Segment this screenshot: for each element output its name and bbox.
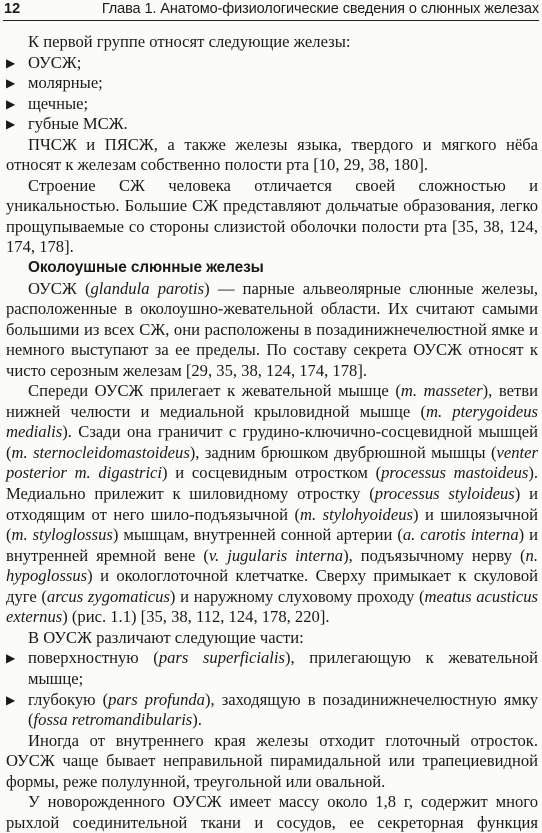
body-paragraph: ПЧСЖ и ПЯСЖ, а также железы языка, твердого и мягкого нёба относят к железам собственно полости рта [10, 29, 38, 180].	[6, 134, 538, 175]
body-paragraph: У новорожденного ОУСЖ имеет массу около 1,8 г, содержит много рыхлой соединительной ткани и сосудов, ее секреторная функция	[6, 792, 538, 832]
bullet-marker-icon: ▶	[6, 692, 16, 707]
latin-term: a. carotis interna	[402, 525, 519, 545]
latin-term: m. styloglossus	[11, 525, 113, 545]
intro-paragraph: К первой группе относят следующие железы:	[28, 32, 351, 51]
body-paragraph: В ОУСЖ различают следующие части:	[28, 627, 304, 647]
page-body	[6, 32, 538, 833]
bullet-marker-icon: ▶	[6, 651, 16, 666]
latin-term: m. stylohyoideus	[300, 504, 413, 524]
chapter-title: Глава 1. Анатомо-физиологические сведения о слюнных железах	[101, 1, 539, 17]
latin-term: processus styloideus	[374, 484, 515, 504]
list-item: ▶ молярные;	[6, 73, 103, 93]
list-item: ▶ поверхностную (pars superficialis), прилегающую к жевательной мышце;	[6, 648, 538, 688]
list-item: ▶ губные МСЖ.	[6, 114, 128, 134]
latin-term: pars superficialis	[158, 648, 285, 668]
latin-term: glandula parotis	[90, 278, 205, 298]
section-heading: Околоушные слюнные железы	[28, 259, 264, 277]
latin-term: v. jugularis interna	[208, 545, 344, 565]
bullet-marker-icon: ▶	[6, 117, 16, 132]
latin-term: arcus zygomaticus	[46, 586, 170, 606]
body-paragraph: Иногда от внутреннего края железы отходит глоточный отросток. ОУСЖ чаще бывает неправильной пирамидальной или трапециевидной формы, реже полулунной, треугольной или овальной.	[6, 730, 538, 791]
latin-term: meatus acusticus externus	[6, 586, 539, 627]
body-paragraph: Спереди ОУСЖ прилегает к жевательной мышце (m. masseter), ветви нижней челюсти и медиальной крыловидной мышце (m. pterygoideus medialis). Сзади она граничит с грудино-ключично-сосцевидной мышцей (m. sternocleidomastoideus), задним брюшком двубрюшной мышцы (venter posterior m. digastrici) и сосцевидным отростком (processus mastoideus). Медиально прилежит к шиловидному отростку (processus styloideus) и отходящим от него шило-подъязычной (m. stylohyoideus) и шилоязычной (m. styloglossus) мышцам, внутренней сонной артерии (a. carotis interna) и внутренней яремной вене (v. jugularis interna), подъязычному нерву (n. hypoglossus) и окологлоточной клетчатке. Сверху примыкает к скуловой дуге (arcus zygomaticus) и наружному слуховому проходу (meatus acusticus externus) (рис. 1.1) [35, 38, 112, 124, 178, 220].	[6, 381, 539, 627]
page-number: 12	[4, 1, 21, 17]
latin-term: m. pterygoideus medialis	[6, 401, 538, 442]
list-item: ▶ ОУСЖ;	[6, 52, 82, 72]
bullet-marker-icon: ▶	[6, 76, 16, 91]
latin-term: n. hypoglossus	[6, 545, 538, 586]
list-item: ▶ щечные;	[6, 93, 89, 113]
latin-term: m. masseter	[400, 381, 483, 401]
latin-term: m. sternocleidomastoideus	[11, 442, 190, 462]
latin-term: venter posterior m. digastrici	[6, 442, 538, 483]
latin-term: pars profunda	[108, 689, 205, 709]
list-item: ▶ глубокую (pars profunda), заходящую в позадинижнечелюстную ямку (fossa retromandibularis).	[6, 689, 538, 730]
running-header	[3, 0, 539, 21]
bullet-marker-icon: ▶	[6, 55, 16, 70]
body-paragraph: Строение СЖ человека отличается своей сложностью и уникальностью. Большие СЖ представляют дольчатые образования, легко прощупываемые со стороны слизистой оболочки полости рта [35, 38, 124, 174, 178].	[6, 175, 538, 257]
latin-term: processus mastoideus	[381, 463, 529, 483]
latin-term: fossa retromandibularis	[33, 710, 193, 730]
body-paragraph: ОУСЖ (glandula parotis) — парные альвеолярные слюнные железы, расположенные в околоушно-жевательной области. Их считают самыми большими из всех СЖ, они расположены в позадинижнечелюстной ямке и немного выступают за ее пределы. По составу секрета ОУСЖ относят к чисто серозным железам [29, 35, 38, 124, 174, 178].	[6, 278, 538, 380]
bullet-marker-icon: ▶	[6, 96, 16, 111]
